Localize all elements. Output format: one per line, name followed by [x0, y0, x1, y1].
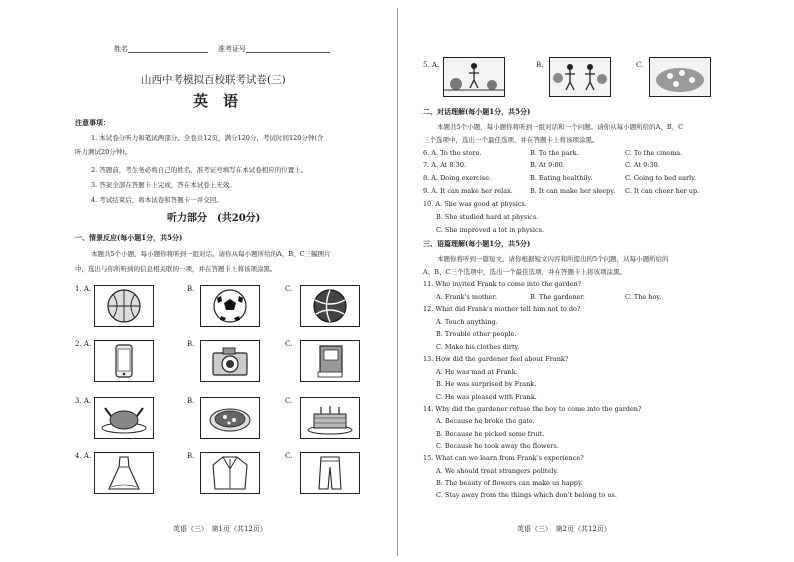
- dress-icon: [95, 453, 153, 493]
- q7-option-c[interactable]: C. At 9:30.: [625, 161, 660, 169]
- section2-title: 二、对话理解(每小题1分，共5分): [423, 107, 531, 116]
- q9-option-c[interactable]: C. It can cheer her up.: [625, 187, 700, 195]
- q8-option-b[interactable]: B. Eating healthily.: [530, 174, 593, 182]
- roast-chicken-icon: [95, 398, 153, 438]
- option-box[interactable]: [200, 397, 260, 439]
- q12-option-c[interactable]: C. Make his clothes dirty.: [436, 343, 520, 351]
- q14-question: 14. Why did the gardener refuse the boy to come into the garden?: [423, 405, 642, 413]
- q8-option-c[interactable]: C. Going to bed early.: [625, 174, 697, 182]
- option-box[interactable]: [94, 397, 154, 439]
- notice-item: 听力测试20分钟)。: [75, 148, 132, 156]
- q9-option-b[interactable]: B. It can make her sleepy.: [530, 187, 616, 195]
- q1-c-label: C.: [285, 285, 293, 293]
- q6-option-c[interactable]: C. To the cinema.: [625, 149, 683, 157]
- q14-option-a[interactable]: A. Because he broke the gate.: [436, 417, 535, 425]
- option-box[interactable]: [94, 285, 154, 327]
- q12-option-b[interactable]: B. Trouble other people.: [436, 330, 517, 338]
- notice-item: 2. 答题前，考生务必将自己的姓名、准考证号填写在本试卷相应的位置上。: [91, 166, 308, 174]
- q13-option-a[interactable]: A. He was mad at Frank.: [436, 368, 518, 376]
- q15-option-a[interactable]: A. We should treat strangers politely.: [436, 467, 559, 475]
- section3-title: 三、语篇理解(每小题1分，共5分): [423, 239, 531, 248]
- option-box[interactable]: [300, 397, 360, 439]
- q13-question: 13. How did the gardener feel about Frank?: [423, 355, 569, 363]
- basketball-icon: [95, 286, 153, 326]
- subject-title: 英 语: [193, 92, 239, 110]
- q10-option-a[interactable]: 10. A. She was good at physics.: [423, 200, 527, 208]
- q6-option-b[interactable]: B. To the park.: [530, 149, 579, 157]
- q15-option-b[interactable]: B. The beauty of flowers can make us happy.: [436, 479, 583, 487]
- q5-c-label: C.: [636, 61, 644, 69]
- id-label: 准考证号: [218, 45, 246, 53]
- q11-option-c[interactable]: C. The boy.: [625, 293, 662, 301]
- q13-option-c[interactable]: C. He was pleased with Frank.: [436, 393, 537, 401]
- q4-b-label: B.: [187, 452, 195, 460]
- option-box[interactable]: [200, 452, 260, 494]
- option-box[interactable]: [300, 452, 360, 494]
- q11-option-b[interactable]: B. The gardener.: [530, 293, 585, 301]
- section1-title: 一、情景反应(每小题1分，共5分): [75, 233, 183, 242]
- option-box[interactable]: [94, 452, 154, 494]
- q5-label: 5. A.: [423, 61, 440, 69]
- trousers-icon: [301, 453, 359, 493]
- q3-c-label: C.: [285, 397, 293, 405]
- id-field: [218, 45, 330, 53]
- notice-item: 3. 答案全部在答题卡上完成，答在本试卷上无效。: [91, 181, 236, 189]
- q4-c-label: C.: [285, 452, 293, 460]
- q14-option-c[interactable]: C. Because he took away the flowers.: [436, 442, 559, 450]
- cake-icon: [301, 398, 359, 438]
- option-box[interactable]: [443, 57, 505, 97]
- smartphone-icon: [95, 341, 153, 381]
- name-blank: [128, 46, 208, 53]
- flower-bush-icon: [650, 58, 710, 96]
- page-divider: [397, 8, 398, 556]
- q10-option-b[interactable]: B. She studied hard at physics.: [436, 213, 539, 221]
- left-page-footer: 英语（三） 第1页（共12页）: [173, 525, 267, 533]
- option-box[interactable]: [200, 285, 260, 327]
- q4-label: 4. A.: [75, 452, 92, 460]
- option-box[interactable]: [549, 57, 611, 97]
- section3-desc: A、B、C三个选项中，选出一个最佳选项，并在答题卡上将该项涂黑。: [423, 268, 626, 276]
- q1-b-label: B.: [187, 285, 195, 293]
- right-page-footer: 英语（三） 第2页（共12页）: [517, 525, 611, 533]
- option-box[interactable]: [94, 340, 154, 382]
- name-label: 姓名: [114, 45, 128, 53]
- section3-desc: 本题你将听到一篇短文。请你根据短文内容和所提出的5个问题，从每小题所给的: [437, 255, 669, 263]
- option-box[interactable]: [300, 285, 360, 327]
- q5-b-label: B.: [536, 61, 544, 69]
- exam-title: 山西中考模拟百校联考试卷(三): [141, 74, 286, 86]
- q3-b-label: B.: [187, 397, 195, 405]
- people-picking-icon: [550, 58, 610, 96]
- q2-c-label: C.: [285, 340, 293, 348]
- q10-option-c[interactable]: C. She improved a lot in physics.: [436, 226, 545, 234]
- notice-item: 4. 考试结束后，将本试卷和答题卡一并交回。: [91, 196, 223, 204]
- q12-option-a[interactable]: A. Touch anything.: [436, 318, 498, 326]
- q1-label: 1. A.: [75, 285, 92, 293]
- q2-b-label: B.: [187, 340, 195, 348]
- soccer-ball-icon: [201, 286, 259, 326]
- q2-label: 2. A.: [75, 340, 92, 348]
- pizza-icon: [201, 398, 259, 438]
- q13-option-b[interactable]: B. He was surprised by Frank.: [436, 380, 537, 388]
- q9-option-a[interactable]: 9. A. It can make her relax.: [423, 187, 513, 195]
- section2-desc: 本题共5个小题，每小题你将听到一组对话和一个问题。请你从每小题所给的A、B、C: [437, 123, 684, 131]
- q12-question: 12. What did Frank’s mother tell him not to do?: [423, 305, 581, 313]
- q14-option-b[interactable]: B. Because he picked some fruit.: [436, 430, 545, 438]
- q7-option-b[interactable]: B. At 9:00.: [530, 161, 565, 169]
- jacket-icon: [201, 453, 259, 493]
- option-box[interactable]: [200, 340, 260, 382]
- camera-icon: [201, 341, 259, 381]
- option-box[interactable]: [649, 57, 711, 97]
- name-field: [114, 45, 208, 53]
- q7-option-a[interactable]: 7. A. At 8:30.: [423, 161, 467, 169]
- book-icon: [301, 341, 359, 381]
- q15-option-c[interactable]: C. Stay away from the things which don’t belong to us.: [436, 491, 617, 499]
- listening-section-title: 听力部分 (共20分): [167, 213, 261, 224]
- q6-option-a[interactable]: 6. A. To the store.: [423, 149, 482, 157]
- section2-desc: 三个选项中，选出一个最佳选项，并在答题卡上将该项涂黑。: [423, 136, 599, 144]
- garden-scene-icon: [444, 58, 504, 96]
- q3-label: 3. A.: [75, 397, 92, 405]
- section1-desc: 中，选出与你所听到的信息相关联的一项，并在答题卡上将该项涂黑。: [75, 265, 277, 273]
- volleyball-icon: [301, 286, 359, 326]
- notice-item: 1. 本试卷分听力和笔试两部分。全卷共12页，满分120分，考试时间120分钟(含: [91, 134, 324, 142]
- option-box[interactable]: [300, 340, 360, 382]
- notice-title: 注意事项：: [75, 118, 110, 127]
- q11-question: 11. Who invited Frank to come into the garden?: [423, 280, 582, 288]
- section1-desc: 本题共5个小题，每小题你将听到一组对话。请你从每小题所给的A、B、C三幅图片: [91, 250, 331, 258]
- q8-option-a[interactable]: 8. A. Doing exercise.: [423, 174, 492, 182]
- id-blank: [246, 46, 330, 53]
- q15-question: 15. What can we learn from Frank’s experience?: [423, 454, 584, 462]
- q11-option-a[interactable]: A. Frank’s mother.: [436, 293, 498, 301]
